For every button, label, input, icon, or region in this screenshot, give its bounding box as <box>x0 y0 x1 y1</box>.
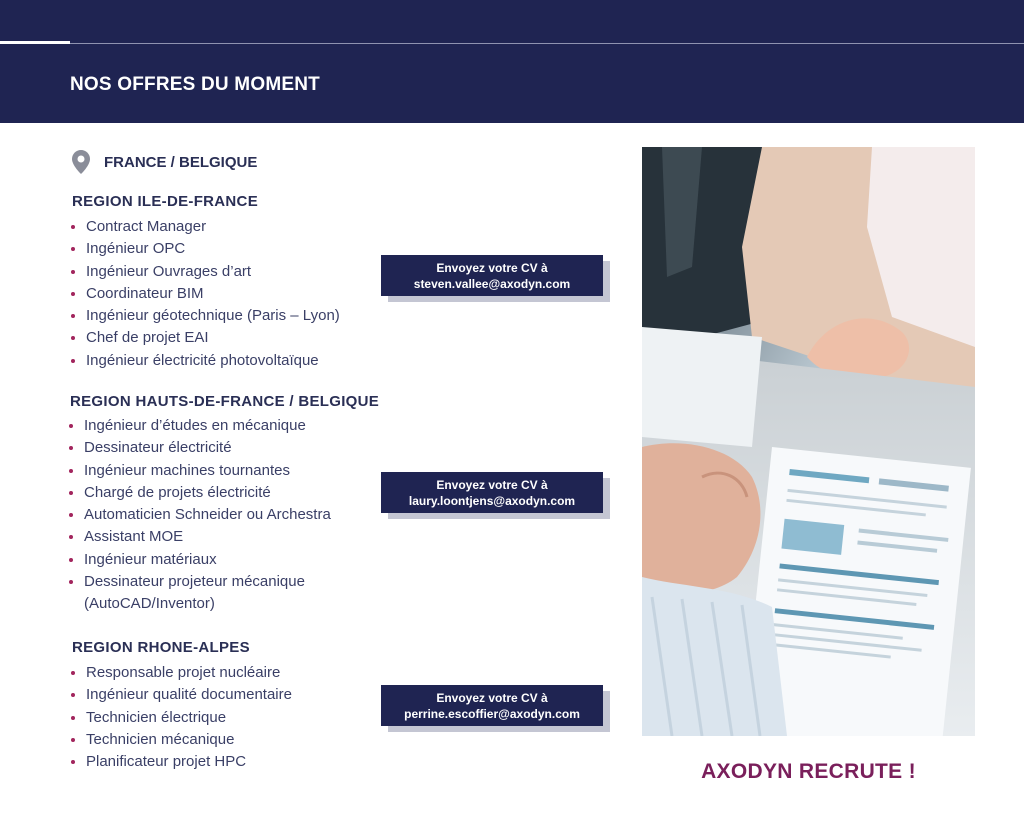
interview-photo <box>642 147 975 736</box>
header-banner <box>0 0 1024 123</box>
job-item: Ingénieur matériaux <box>68 549 331 571</box>
job-item: Technicien électrique <box>70 707 292 729</box>
job-item: Chef de projet EAI <box>70 327 340 349</box>
cv-box-content <box>381 685 603 726</box>
interview-illustration <box>642 147 975 736</box>
job-item: Responsable projet nucléaire <box>70 662 292 684</box>
page-title: NOS OFFRES DU MOMENT <box>70 74 320 95</box>
job-list-ile-de-france <box>70 216 340 372</box>
job-item: Technicien mécanique <box>70 729 292 751</box>
recruitment-tagline: AXODYN RECRUTE ! <box>701 760 916 783</box>
location-row <box>72 149 257 175</box>
cv-box-rhone-alpes <box>381 685 603 726</box>
cv-email-link[interactable]: laury.loontjens@axodyn.com <box>408 493 576 508</box>
cv-instruction: Envoyez votre CV à <box>436 690 548 705</box>
cv-box-content <box>381 255 603 296</box>
cv-email-link[interactable]: steven.vallee@axodyn.com <box>413 276 571 291</box>
cv-box-hauts-de-france <box>381 472 603 513</box>
cv-email-link[interactable]: perrine.escoffier@axodyn.com <box>404 706 580 721</box>
region-title-ile-de-france: REGION ILE-DE-FRANCE <box>72 193 258 210</box>
job-item: Ingénieur géotechnique (Paris – Lyon) <box>70 305 340 327</box>
job-item: Dessinateur électricité <box>68 437 331 459</box>
job-item: Assistant MOE <box>68 526 331 548</box>
cv-instruction: Envoyez votre CV à <box>436 477 548 492</box>
job-item-continued: (AutoCAD/Inventor) <box>84 595 215 613</box>
job-item: Ingénieur OPC <box>70 238 340 260</box>
job-item: Planificateur projet HPC <box>70 751 292 773</box>
job-item: Ingénieur machines tournantes <box>68 460 331 482</box>
location-label: FRANCE / BELGIQUE <box>104 153 258 171</box>
job-item: Coordinateur BIM <box>70 283 340 305</box>
job-item: Contract Manager <box>70 216 340 238</box>
cv-instruction: Envoyez votre CV à <box>436 260 548 275</box>
job-item: Automaticien Schneider ou Archestra <box>68 504 331 526</box>
region-title-rhone-alpes: REGION RHONE-ALPES <box>72 639 250 656</box>
cv-box-ile-de-france <box>381 255 603 296</box>
header-accent <box>0 41 70 44</box>
job-item: Ingénieur électricité photovoltaïque <box>70 350 340 372</box>
job-item: Dessinateur projeteur mécanique <box>68 571 331 593</box>
header-divider <box>0 43 1024 44</box>
cv-box-content <box>381 472 603 513</box>
job-list-hauts-de-france <box>68 415 331 616</box>
map-pin-icon <box>72 150 90 174</box>
job-item: Chargé de projets électricité <box>68 482 331 504</box>
region-title-hauts-de-france: REGION HAUTS-DE-FRANCE / BELGIQUE <box>70 393 380 410</box>
job-item: Ingénieur Ouvrages d’art <box>70 261 340 283</box>
job-list-rhone-alpes <box>70 662 292 773</box>
job-item: Ingénieur qualité documentaire <box>70 684 292 706</box>
job-item: Ingénieur d’études en mécanique <box>68 415 331 437</box>
